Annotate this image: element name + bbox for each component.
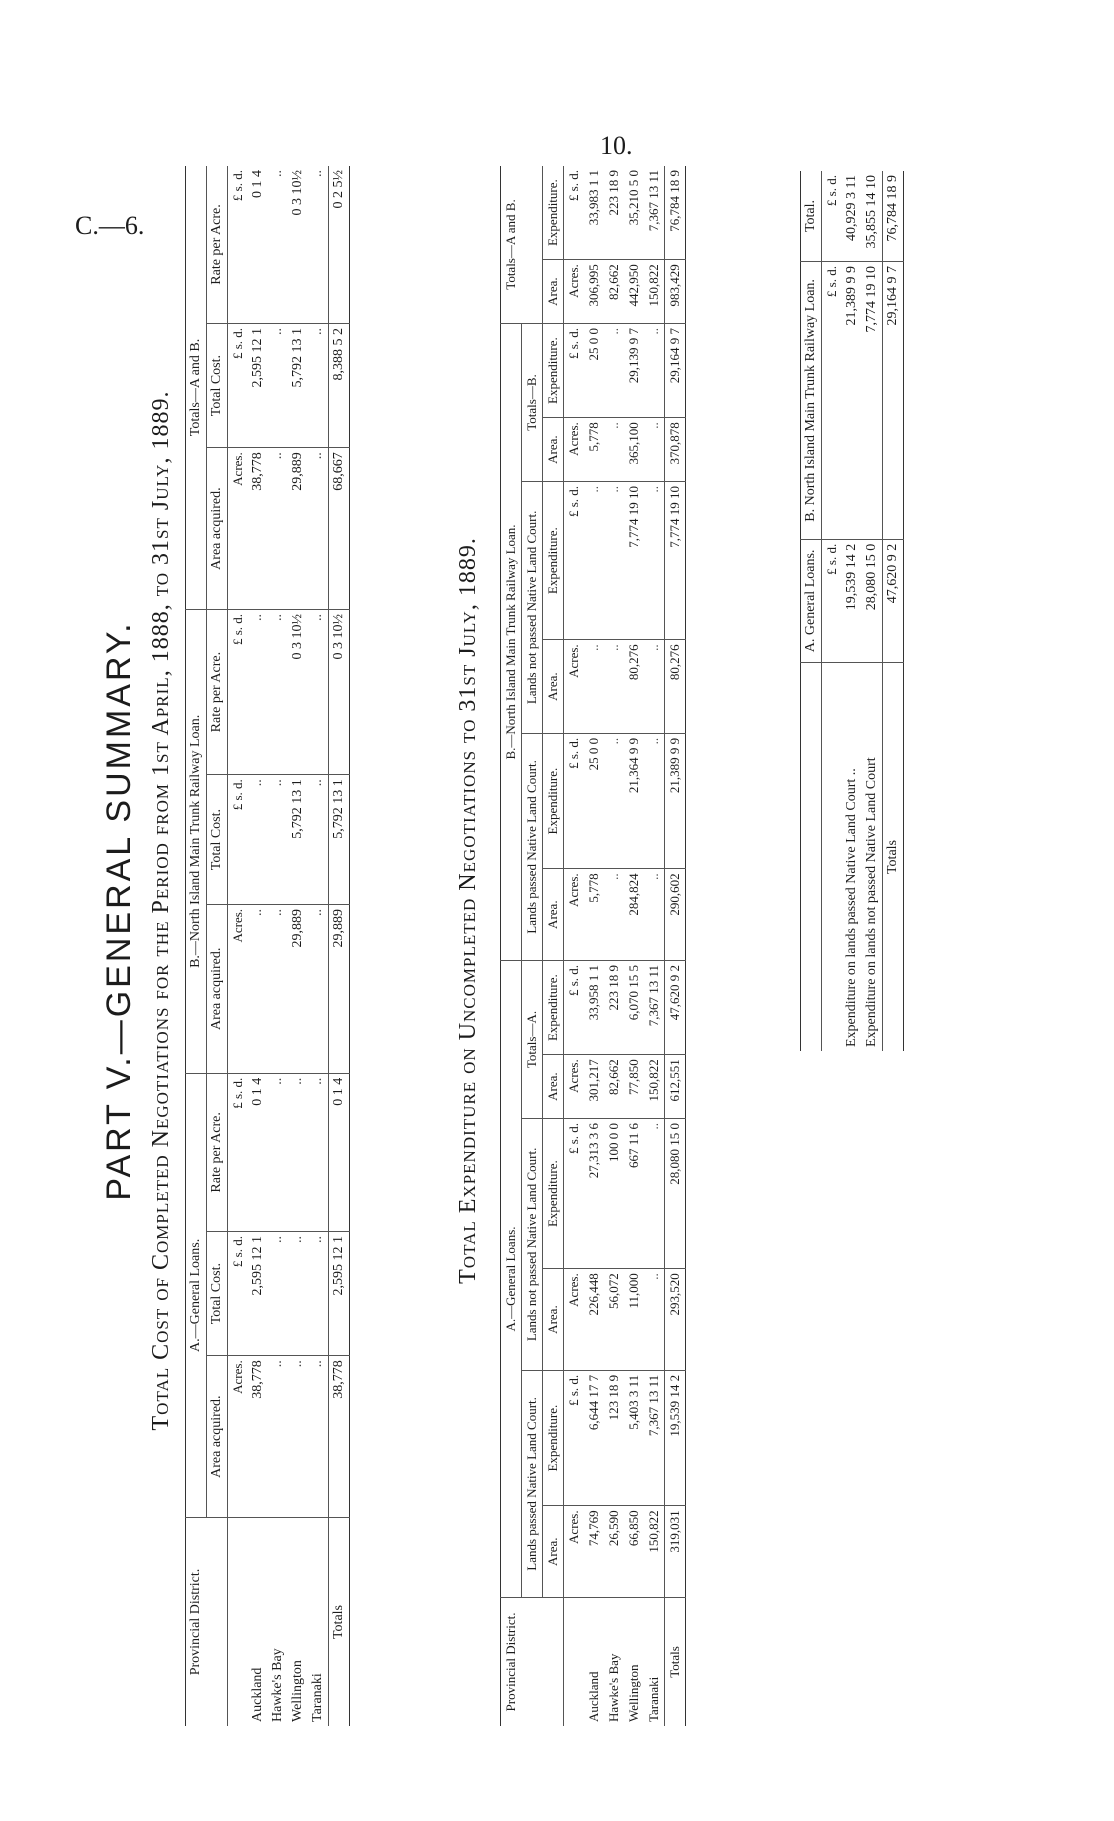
district-name: Hawke's Bay [606, 1653, 621, 1722]
t-cost: .. [268, 323, 288, 447]
col-general-loans: A. General Loans. [801, 539, 822, 662]
col-district: Provincial District. [186, 1518, 228, 1727]
district-name: Auckland [250, 1667, 265, 1722]
bp-exp: 21,364 9 9 [624, 733, 644, 869]
row-label: Expenditure on lands not passed Native Land Court [864, 757, 879, 1047]
unit-lsd: £ s. d. [228, 1232, 249, 1356]
bp-area-total: 290,602 [665, 869, 686, 961]
t-rate: 0 3 10½ [288, 166, 308, 323]
b-rate-total: 0 3 10½ [329, 609, 350, 774]
table-row [248, 166, 268, 1726]
table-row [862, 171, 883, 1051]
b-cost: .. [268, 775, 288, 905]
unit-lsd: £ s. d. [564, 323, 585, 417]
section1-caption: Total Cost of Completed Negotiations for the Period from 1st April, 1888, to 31st July, 1889. [148, 390, 174, 1431]
general-loans-value: 19,539 14 2 [842, 539, 862, 662]
an-exp: .. [644, 1118, 665, 1268]
ap-exp: 5,403 3 11 [624, 1370, 644, 1506]
a-area: .. [308, 1356, 329, 1518]
t-area-header: Area acquired. [207, 448, 228, 610]
unit-acres: Acres. [564, 260, 585, 324]
bt-exp: 25 0 0 [584, 323, 604, 417]
a-rate-header: Rate per Acre. [207, 1073, 228, 1231]
t-area: 150,822 [644, 260, 665, 324]
unit-lsd: £ s. d. [564, 481, 585, 639]
page-number: 10. [600, 131, 633, 160]
t-rate: 0 1 4 [248, 166, 268, 323]
bn-exp: .. [604, 481, 624, 639]
group-a-header: A.—General Loans. [501, 960, 522, 1597]
col-area: Area. [543, 1269, 564, 1371]
t-area: .. [308, 448, 329, 610]
units-row [228, 166, 249, 1726]
a-cost: .. [288, 1232, 308, 1356]
an-area: .. [644, 1269, 665, 1371]
unit-lsd: £ s. d. [822, 539, 843, 662]
totals-row [883, 171, 904, 1051]
col-area: Area. [543, 640, 564, 733]
group-t-header: Totals—A and B. [501, 166, 543, 323]
bn-exp: 7,774 19 10 [624, 481, 644, 639]
unit-acres: Acres. [564, 869, 585, 961]
bn-area: .. [584, 640, 604, 733]
col-exp: Expenditure. [543, 960, 564, 1054]
railway-loan-value: 21,389 9 9 [842, 262, 862, 540]
total-value: 35,855 14 10 [862, 171, 883, 262]
an-exp: 100 0 0 [604, 1118, 624, 1268]
general-loans-total: 47,620 9 2 [883, 539, 904, 662]
an-exp: 27,313 3 6 [584, 1118, 604, 1268]
bt-area: .. [604, 418, 624, 482]
unit-lsd: £ s. d. [564, 960, 585, 1054]
t-rate: .. [268, 166, 288, 323]
col-exp: Expenditure. [543, 481, 564, 639]
totals-label: Totals [329, 1518, 350, 1727]
at-exp: 6,070 15 5 [624, 960, 644, 1054]
units-row [822, 171, 843, 1051]
bt-area-total: 370,878 [665, 418, 686, 482]
b-area: .. [268, 904, 288, 1073]
unit-acres: Acres. [564, 418, 585, 482]
row-label: Expenditure on lands passed Native Land Court .. [844, 768, 859, 1047]
unit-lsd: £ s. d. [822, 171, 843, 262]
bp-area: .. [644, 869, 665, 961]
bp-area: .. [604, 869, 624, 961]
a-cost: 2,595 12 1 [248, 1232, 268, 1356]
t-area: .. [268, 448, 288, 610]
an-area-total: 293,520 [665, 1269, 686, 1371]
col-exp: Expenditure. [543, 323, 564, 417]
totals-a-header: Totals—A. [522, 960, 543, 1118]
b-area: .. [248, 904, 268, 1073]
bt-exp-total: 29,164 9 7 [665, 323, 686, 417]
t-cost-total: 8,388 5 2 [329, 323, 350, 447]
unit-acres: Acres. [228, 448, 249, 610]
t-cost: 2,595 12 1 [248, 323, 268, 447]
unit-lsd: £ s. d. [564, 1118, 585, 1268]
totals-label: Totals [665, 1598, 686, 1727]
bp-area: 5,778 [584, 869, 604, 961]
an-area: 56,072 [604, 1269, 624, 1371]
group-t-header: Totals—A and B. [186, 166, 207, 609]
col-total: Total. [801, 171, 822, 262]
totals-label: Totals [883, 663, 904, 1052]
at-area: 82,662 [604, 1055, 624, 1119]
b-area-header: Area acquired. [207, 904, 228, 1073]
bn-exp: .. [584, 481, 604, 639]
totals-b-header: Totals—B. [522, 323, 543, 481]
t-cost-header: Total Cost. [207, 323, 228, 447]
a-rate: .. [268, 1073, 288, 1231]
at-exp: 223 18 9 [604, 960, 624, 1054]
b-passed-header: Lands passed Native Land Court. [522, 733, 543, 960]
unit-acres: Acres. [564, 1055, 585, 1119]
unit-lsd: £ s. d. [822, 262, 843, 540]
total-value: 40,929 3 11 [842, 171, 862, 262]
bp-exp-total: 21,389 9 9 [665, 733, 686, 869]
a-area: .. [268, 1356, 288, 1518]
b-rate: .. [308, 609, 329, 774]
page-title: PART V.—GENERAL SUMMARY. [100, 620, 138, 1201]
unit-lsd: £ s. d. [228, 1073, 249, 1231]
t-area: 306,995 [584, 260, 604, 324]
col-area: Area. [543, 1506, 564, 1598]
col-area: Area. [543, 1055, 564, 1119]
a-passed-header: Lands passed Native Land Court. [522, 1370, 543, 1597]
bp-exp: .. [644, 733, 665, 869]
table-row [268, 166, 288, 1726]
t-area: 442,950 [624, 260, 644, 324]
section2-caption: Total Expenditure on Uncompleted Negotiations to 31st July, 1889. [455, 537, 481, 1284]
t-area: 38,778 [248, 448, 268, 610]
a-rate: .. [288, 1073, 308, 1231]
unit-acres: Acres. [564, 1269, 585, 1371]
bn-exp-total: 7,774 19 10 [665, 481, 686, 639]
a-not-passed-header: Lands not passed Native Land Court. [522, 1118, 543, 1370]
t-cost: 5,792 13 1 [288, 323, 308, 447]
b-area: .. [308, 904, 329, 1073]
page-ref: C.—6. [75, 211, 145, 240]
railway-loan-total: 29,164 9 7 [883, 262, 904, 540]
group-b-header: B.—North Island Main Trunk Railway Loan. [501, 323, 522, 960]
b-cost: .. [248, 775, 268, 905]
t-rate-header: Rate per Acre. [207, 166, 228, 323]
col-area: Area. [543, 869, 564, 961]
bp-area: 284,824 [624, 869, 644, 961]
an-exp-total: 28,080 15 0 [665, 1118, 686, 1268]
t-rate: .. [308, 166, 329, 323]
an-exp: 667 11 6 [624, 1118, 644, 1268]
ap-area: 26,590 [604, 1506, 624, 1598]
b-area-total: 29,889 [329, 904, 350, 1073]
b-cost: 5,792 13 1 [288, 775, 308, 905]
a-area-total: 38,778 [329, 1356, 350, 1518]
at-exp-total: 47,620 9 2 [665, 960, 686, 1054]
b-rate: 0 3 10½ [288, 609, 308, 774]
t-exp: 223 18 9 [604, 166, 624, 260]
district-name: Wellington [626, 1664, 641, 1722]
uncompleted-negotiations-table [500, 166, 686, 1726]
b-area: 29,889 [288, 904, 308, 1073]
a-cost-total: 2,595 12 1 [329, 1232, 350, 1356]
grand-total: 76,784 18 9 [883, 171, 904, 262]
table-row [604, 166, 624, 1726]
completed-negotiations-table [185, 166, 350, 1726]
col-district: Provincial District. [501, 1598, 564, 1727]
t-area: 29,889 [288, 448, 308, 610]
at-exp: 7,367 13 11 [644, 960, 665, 1054]
totals-row [665, 166, 686, 1726]
table-row [288, 166, 308, 1726]
ap-exp-total: 19,539 14 2 [665, 1370, 686, 1506]
col-exp: Expenditure. [543, 1370, 564, 1506]
unit-acres: Acres. [564, 640, 585, 733]
ap-area: 74,769 [584, 1506, 604, 1598]
table-row [308, 166, 329, 1726]
totals-row [329, 166, 350, 1726]
t-area-total: 983,429 [665, 260, 686, 324]
expenditure-summary-table [800, 171, 904, 1051]
a-area: .. [288, 1356, 308, 1518]
t-exp: 33,983 1 1 [584, 166, 604, 260]
table-row [644, 166, 665, 1726]
at-area-total: 612,551 [665, 1055, 686, 1119]
bn-area: .. [644, 640, 665, 733]
group-a-header: A.—General Loans. [186, 1073, 207, 1517]
col-exp: Expenditure. [543, 733, 564, 869]
bn-area: .. [604, 640, 624, 733]
bn-exp: .. [644, 481, 665, 639]
an-area: 226,448 [584, 1269, 604, 1371]
bn-area: 80,276 [624, 640, 644, 733]
at-area: 77,850 [624, 1055, 644, 1119]
b-cost: .. [308, 775, 329, 905]
unit-acres: Acres. [564, 1506, 585, 1598]
table-row [624, 166, 644, 1726]
district-name: Auckland [586, 1671, 601, 1722]
ap-area: 150,822 [644, 1506, 665, 1598]
unit-lsd: £ s. d. [564, 733, 585, 869]
at-exp: 33,958 1 1 [584, 960, 604, 1054]
district-name: Hawke's Bay [270, 1648, 285, 1722]
unit-lsd: £ s. d. [228, 609, 249, 774]
col-railway-loan: B. North Island Main Trunk Railway Loan. [801, 262, 822, 540]
a-rate: 0 1 4 [248, 1073, 268, 1231]
bt-exp: .. [604, 323, 624, 417]
b-rate-header: Rate per Acre. [207, 609, 228, 774]
t-exp: 35,210 5 0 [624, 166, 644, 260]
bt-area: 365,100 [624, 418, 644, 482]
ap-exp: 7,367 13 11 [644, 1370, 665, 1506]
b-rate: .. [248, 609, 268, 774]
bt-area: 5,778 [584, 418, 604, 482]
bp-exp: 25 0 0 [584, 733, 604, 869]
a-rate: .. [308, 1073, 329, 1231]
unit-lsd: £ s. d. [564, 1370, 585, 1506]
railway-loan-value: 7,774 19 10 [862, 262, 883, 540]
ap-exp: 6,644 17 7 [584, 1370, 604, 1506]
general-loans-value: 28,080 15 0 [862, 539, 883, 662]
at-area: 301,217 [584, 1055, 604, 1119]
district-name: Taranaki [646, 1676, 661, 1722]
col-area: Area. [543, 260, 564, 324]
bt-area: .. [644, 418, 665, 482]
t-cost: .. [308, 323, 329, 447]
unit-lsd: £ s. d. [228, 775, 249, 905]
table-row [842, 171, 862, 1051]
an-area: 11,000 [624, 1269, 644, 1371]
unit-lsd: £ s. d. [228, 166, 249, 323]
a-area-header: Area acquired. [207, 1356, 228, 1518]
col-area: Area. [543, 418, 564, 482]
a-cost-header: Total Cost. [207, 1232, 228, 1356]
unit-lsd: £ s. d. [564, 166, 585, 260]
bt-exp: 29,139 9 7 [624, 323, 644, 417]
unit-acres: Acres. [228, 904, 249, 1073]
ap-area-total: 319,031 [665, 1506, 686, 1598]
district-name: Taranaki [310, 1673, 325, 1722]
at-area: 150,822 [644, 1055, 665, 1119]
unit-lsd: £ s. d. [228, 323, 249, 447]
t-exp-total: 76,784 18 9 [665, 166, 686, 260]
t-area-total: 68,667 [329, 448, 350, 610]
a-area: 38,778 [248, 1356, 268, 1518]
bp-exp: .. [604, 733, 624, 869]
a-rate-total: 0 1 4 [329, 1073, 350, 1231]
district-name: Wellington [290, 1660, 305, 1722]
col-exp: Expenditure. [543, 1118, 564, 1268]
b-not-passed-header: Lands not passed Native Land Court. [522, 481, 543, 733]
b-cost-header: Total Cost. [207, 775, 228, 905]
group-b-header: B.—North Island Main Trunk Railway Loan. [186, 609, 207, 1073]
t-exp: 7,367 13 11 [644, 166, 665, 260]
t-rate-total: 0 2 5½ [329, 166, 350, 323]
a-cost: .. [308, 1232, 329, 1356]
bn-area-total: 80,276 [665, 640, 686, 733]
a-cost: .. [268, 1232, 288, 1356]
units-row [564, 166, 585, 1726]
col-exp: Expenditure. [543, 166, 564, 260]
b-cost-total: 5,792 13 1 [329, 775, 350, 905]
bt-exp: .. [644, 323, 665, 417]
table-row [584, 166, 604, 1726]
ap-area: 66,850 [624, 1506, 644, 1598]
unit-acres: Acres. [228, 1356, 249, 1518]
b-rate: .. [268, 609, 288, 774]
ap-exp: 123 18 9 [604, 1370, 624, 1506]
t-area: 82,662 [604, 260, 624, 324]
